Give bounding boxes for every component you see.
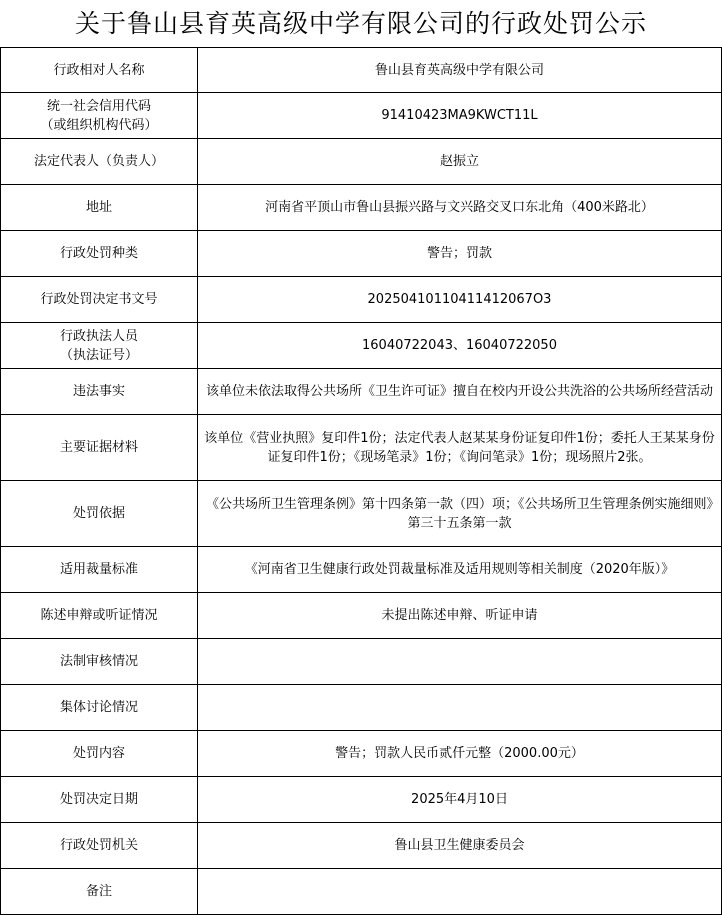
row-label: 违法事实	[1, 369, 198, 415]
row-value: 赵振立	[198, 139, 722, 185]
table-row	[1, 415, 722, 481]
row-value: 未提出陈述申辩、听证申请	[198, 593, 722, 639]
row-value: 91410423MA9KWCT11L	[198, 93, 722, 139]
row-value: 鲁山县育英高级中学有限公司	[198, 48, 722, 93]
page-title: 关于鲁山县育英高级中学有限公司的行政处罚公示	[74, 9, 647, 38]
row-value: 16040722043、16040722050	[198, 323, 722, 369]
row-value: 该单位《营业执照》复印件1份；法定代表人赵某某身份证复印件1份；委托人王某某身份证复印件1份；《现场笔录》1份；《询问笔录》1份；现场照片2张。	[198, 415, 722, 481]
table-row	[1, 685, 722, 731]
table-row	[1, 869, 722, 915]
row-value: 2025年4月10日	[198, 777, 722, 823]
table-row	[1, 231, 722, 277]
row-label: 处罚依据	[1, 481, 198, 547]
row-label: 处罚决定日期	[1, 777, 198, 823]
row-label	[1, 93, 198, 139]
table-row	[1, 731, 722, 777]
row-label: 陈述申辩或听证情况	[1, 593, 198, 639]
row-value: 鲁山县卫生健康委员会	[198, 823, 722, 869]
row-label-line: 统一社会信用代码 （或组织机构代码）	[40, 98, 158, 133]
row-label: 行政处罚种类	[1, 231, 198, 277]
row-label: 法制审核情况	[1, 639, 198, 685]
row-label: 行政相对人名称	[1, 48, 198, 93]
row-value: 《河南省卫生健康行政处罚裁量标准及适用规则等相关制度（2020年版）》	[198, 547, 722, 593]
row-value: 警告；罚款人民币贰仟元整（2000.00元）	[198, 731, 722, 777]
row-value: 该单位未依法取得公共场所《卫生许可证》擅自在校内开设公共洗浴的公共场所经营活动	[198, 369, 722, 415]
table-row	[1, 185, 722, 231]
table-row	[1, 323, 722, 369]
table-row	[1, 547, 722, 593]
table-row	[1, 593, 722, 639]
row-label: 法定代表人（负责人）	[1, 139, 198, 185]
table-row	[1, 277, 722, 323]
row-label: 备注	[1, 869, 198, 915]
table-row	[1, 639, 722, 685]
row-value: 20250410110411412067O3	[198, 277, 722, 323]
table-row	[1, 139, 722, 185]
row-value: 河南省平顶山市鲁山县振兴路与文兴路交叉口东北角（400米路北）	[198, 185, 722, 231]
row-value	[198, 685, 722, 731]
penalty-info-table	[0, 47, 722, 915]
table-row	[1, 481, 722, 547]
row-label-line: 行政执法人员 （执法证号）	[59, 328, 138, 363]
row-label: 适用裁量标准	[1, 547, 198, 593]
row-value	[198, 869, 722, 915]
table-row	[1, 777, 722, 823]
row-label: 地址	[1, 185, 198, 231]
table-row	[1, 93, 722, 139]
table-row	[1, 48, 722, 93]
row-label: 行政处罚机关	[1, 823, 198, 869]
row-value: 警告；罚款	[198, 231, 722, 277]
row-label: 集体讨论情况	[1, 685, 198, 731]
row-label: 处罚内容	[1, 731, 198, 777]
table-row	[1, 369, 722, 415]
row-value: 《公共场所卫生管理条例》第十四条第一款（四）项；《公共场所卫生管理条例实施细则》第三十五条第一款	[198, 481, 722, 547]
table-row	[1, 823, 722, 869]
row-label: 行政处罚决定书文号	[1, 277, 198, 323]
row-value	[198, 639, 722, 685]
row-label: 主要证据材料	[1, 415, 198, 481]
row-label	[1, 323, 198, 369]
